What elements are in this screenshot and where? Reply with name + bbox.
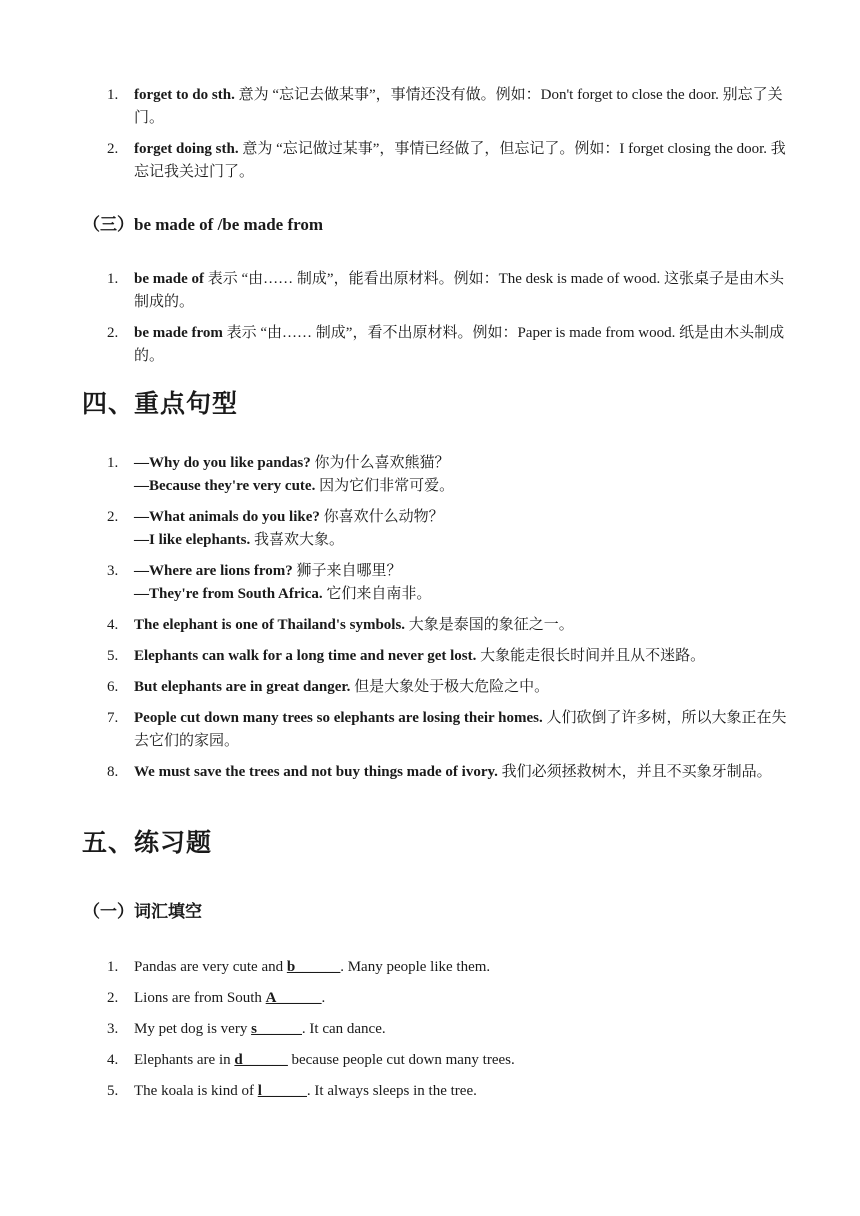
sentence-zh: 我们必须拯救树木，并且不买象牙制品。 xyxy=(497,764,772,780)
list-item xyxy=(0,560,860,606)
item-number: 8. xyxy=(107,764,119,780)
item-number: 2. xyxy=(107,325,119,341)
list-item xyxy=(0,614,860,637)
exercise-item xyxy=(0,1080,860,1103)
item-number: 6. xyxy=(107,679,119,695)
item-number: 7. xyxy=(107,710,119,726)
exercise-text-after: because people cut down many trees. xyxy=(287,1052,515,1068)
item-number: 3. xyxy=(107,1021,119,1037)
item-number: 5. xyxy=(107,1083,119,1099)
exercise-item xyxy=(0,1018,860,1041)
exercise-item xyxy=(0,1049,860,1072)
item-explanation: 表示 “由…… 制成”，看不出原材料。例如：Paper is made from wood. 纸是由木头制成的。 xyxy=(134,325,785,364)
sentence-en: Elephants can walk for a long time and never get lost. xyxy=(134,648,477,664)
exercise-text-after: . Many people like them. xyxy=(340,959,491,975)
answer-en: —I like elephants. xyxy=(134,532,251,548)
list-item xyxy=(0,506,860,552)
sentence-en: People cut down many trees so elephants are losing their homes. xyxy=(134,710,543,726)
item-number: 4. xyxy=(107,617,119,633)
answer-en: —They're from South Africa. xyxy=(134,586,323,602)
list-item xyxy=(0,268,860,314)
item-phrase: forget doing sth. xyxy=(134,141,239,157)
exercise-text-before: Lions are from South xyxy=(134,990,266,1006)
item-number: 3. xyxy=(107,563,119,579)
item-explanation: 意为 “忘记去做某事”，事情还没有做。例如：Don't forget to close the door. 别忘了关门。 xyxy=(134,87,783,126)
item-number: 2. xyxy=(107,509,119,525)
list-item xyxy=(0,84,860,130)
exercise-text-after: . It always sleeps in the tree. xyxy=(306,1083,477,1099)
list-item xyxy=(0,676,860,699)
answer-blank: b______ xyxy=(286,959,341,975)
item-phrase: be made of xyxy=(134,271,204,287)
item-number: 1. xyxy=(107,959,119,975)
exercise-text-before: Elephants are in xyxy=(134,1052,235,1068)
question-zh: 你为什么喜欢熊猫？ xyxy=(310,455,450,471)
exercise-item xyxy=(0,987,860,1010)
exercise-text-before: My pet dog is very xyxy=(134,1021,252,1037)
answer-blank: d______ xyxy=(234,1052,288,1068)
exercise-text-before: The koala is kind of xyxy=(134,1083,258,1099)
answer-zh: 因为它们非常可爱。 xyxy=(315,478,455,494)
item-phrase: be made from xyxy=(134,325,223,341)
be-made-usage-list xyxy=(0,268,860,376)
answer-blank: s______ xyxy=(251,1021,302,1037)
answer-blank: l______ xyxy=(257,1083,307,1099)
list-item xyxy=(0,138,860,184)
item-explanation: 意为 “忘记做过某事”，事情已经做了，但忘记了。例如：I forget closing the door. 我忘记我关过门了。 xyxy=(134,141,786,180)
item-number: 1. xyxy=(107,87,119,103)
exercise-item xyxy=(0,956,860,979)
sentence-en: But elephants are in great danger. xyxy=(134,679,351,695)
question-zh: 狮子来自哪里？ xyxy=(292,563,402,579)
answer-blank: A______ xyxy=(265,990,322,1006)
sentence-en: The elephant is one of Thailand's symbols. xyxy=(134,617,406,633)
key-sentences-list xyxy=(0,452,860,792)
section-heading-be-made xyxy=(83,213,323,237)
item-phrase: forget to do sth. xyxy=(134,87,235,103)
heading-prefix: （三） xyxy=(83,215,134,235)
list-item xyxy=(0,761,860,784)
heading-title: be made of /be made from xyxy=(134,215,324,234)
question-en: —What animals do you like? xyxy=(134,509,320,525)
exercise-text-after: . It can dance. xyxy=(301,1021,386,1037)
list-item xyxy=(0,452,860,498)
item-number: 1. xyxy=(107,271,119,287)
forget-usage-list xyxy=(0,84,860,192)
list-item xyxy=(0,322,860,368)
answer-en: —Because they're very cute. xyxy=(134,478,316,494)
question-zh: 你喜欢什么动物？ xyxy=(319,509,444,525)
sentence-zh: 大象能走很长时间并且从不迷路。 xyxy=(476,648,706,664)
item-number: 2. xyxy=(107,141,119,157)
item-number: 1. xyxy=(107,455,119,471)
vocab-exercise-list xyxy=(0,956,860,1111)
exercise-text-after: . xyxy=(321,990,326,1006)
section-heading-key-sentences: 四、重点句型 xyxy=(82,389,239,418)
answer-zh: 它们来自南非。 xyxy=(322,586,432,602)
exercise-text-before: Pandas are very cute and xyxy=(134,959,287,975)
question-en: —Where are lions from? xyxy=(134,563,293,579)
item-number: 2. xyxy=(107,990,119,1006)
item-number: 5. xyxy=(107,648,119,664)
sentence-en: We must save the trees and not buy things made of ivory. xyxy=(134,764,498,780)
sentence-zh: 但是大象处于极大危险之中。 xyxy=(350,679,550,695)
answer-zh: 我喜欢大象。 xyxy=(250,532,345,548)
list-item xyxy=(0,645,860,668)
question-en: —Why do you like pandas? xyxy=(134,455,311,471)
section-heading-exercises: 五、练习题 xyxy=(82,828,213,857)
sentence-zh: 大象是泰国的象征之一。 xyxy=(405,617,574,633)
item-number: 4. xyxy=(107,1052,119,1068)
subsection-heading-vocab-fill: （一）词汇填空 xyxy=(83,902,202,922)
list-item xyxy=(0,707,860,753)
item-explanation: 表示 “由…… 制成”，能看出原材料。例如：The desk is made of wood. 这张桌子是由木头制成的。 xyxy=(134,271,784,310)
sentence-zh: 人们砍倒了许多树，所以大象正在失去它们的家园。 xyxy=(134,710,787,749)
